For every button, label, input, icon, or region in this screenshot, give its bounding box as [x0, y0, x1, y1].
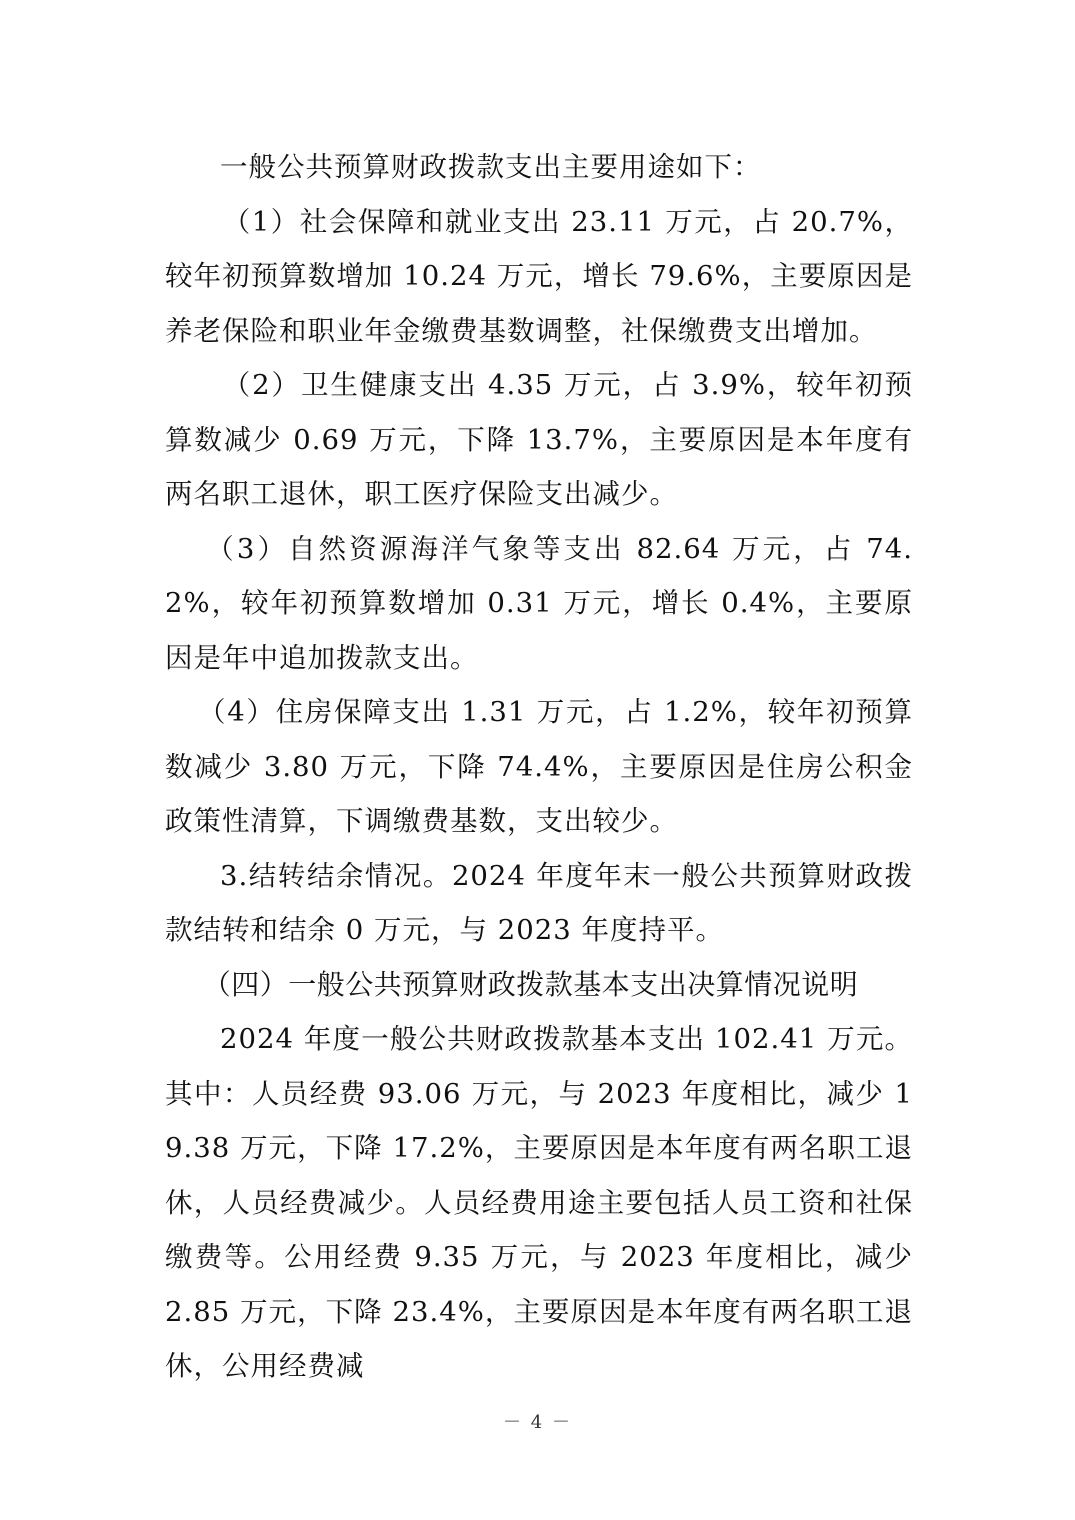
item-4-paragraph: （4）住房保障支出 1.31 万元，占 1.2%，较年初预算数减少 3.80 万元，下降 74.4%，主要原因是住房公积金政策性清算，下调缴费基数，支出较少。 — [165, 696, 913, 837]
item-2-paragraph: （2）卫生健康支出 4.35 万元，占 3.9%，较年初预算数减少 0.69 万元，下降 13.7%，主要原因是本年度有两名职工退休，职工医疗保险支出减少。 — [165, 369, 913, 510]
item-1-paragraph: （1）社会保障和就业支出 23.11 万元，占 20.7%，较年初预算数增加 10.24 万元，增长 79.6%，主要原因是养老保险和职业年金缴费基数调整，社保缴费支出增加。 — [165, 205, 913, 347]
page-number: － 4 － — [503, 1412, 572, 1433]
intro-paragraph: 一般公共预算财政拨款支出主要用途如下： — [220, 151, 762, 183]
item-3-paragraph: （3）自然资源海洋气象等支出 82.64 万元，占 74.2%，较年初预算数增加 0.31 万元，增长 0.4%，主要原因是年中追加拨款支出。 — [165, 532, 913, 674]
carryover-paragraph: 3.结转结余情况。2024 年度年末一般公共预算财政拨款结转和结余 0 万元，与 2023 年度持平。 — [165, 859, 913, 946]
basic-expenditure-paragraph: 2024 年度一般公共财政拨款基本支出 102.41 万元。其中：人员经费 93.06 万元，与 2023 年度相比，减少 19.38 万元，下降 17.2%，主要原因是本年度有两名职工退休，人员经费减少。人员经费用途主要包括人员工资和社保缴费等。公用经费 9.35 万元，与 2023 年度相比，减少 2.85 万元，下降 23.4%，主要原因是本年度有两名职工退休，公用经费减 — [165, 1023, 913, 1382]
section-heading: （四）一般公共预算财政拨款基本支出决算情况说明 — [202, 967, 859, 1001]
document-body — [165, 140, 913, 1394]
